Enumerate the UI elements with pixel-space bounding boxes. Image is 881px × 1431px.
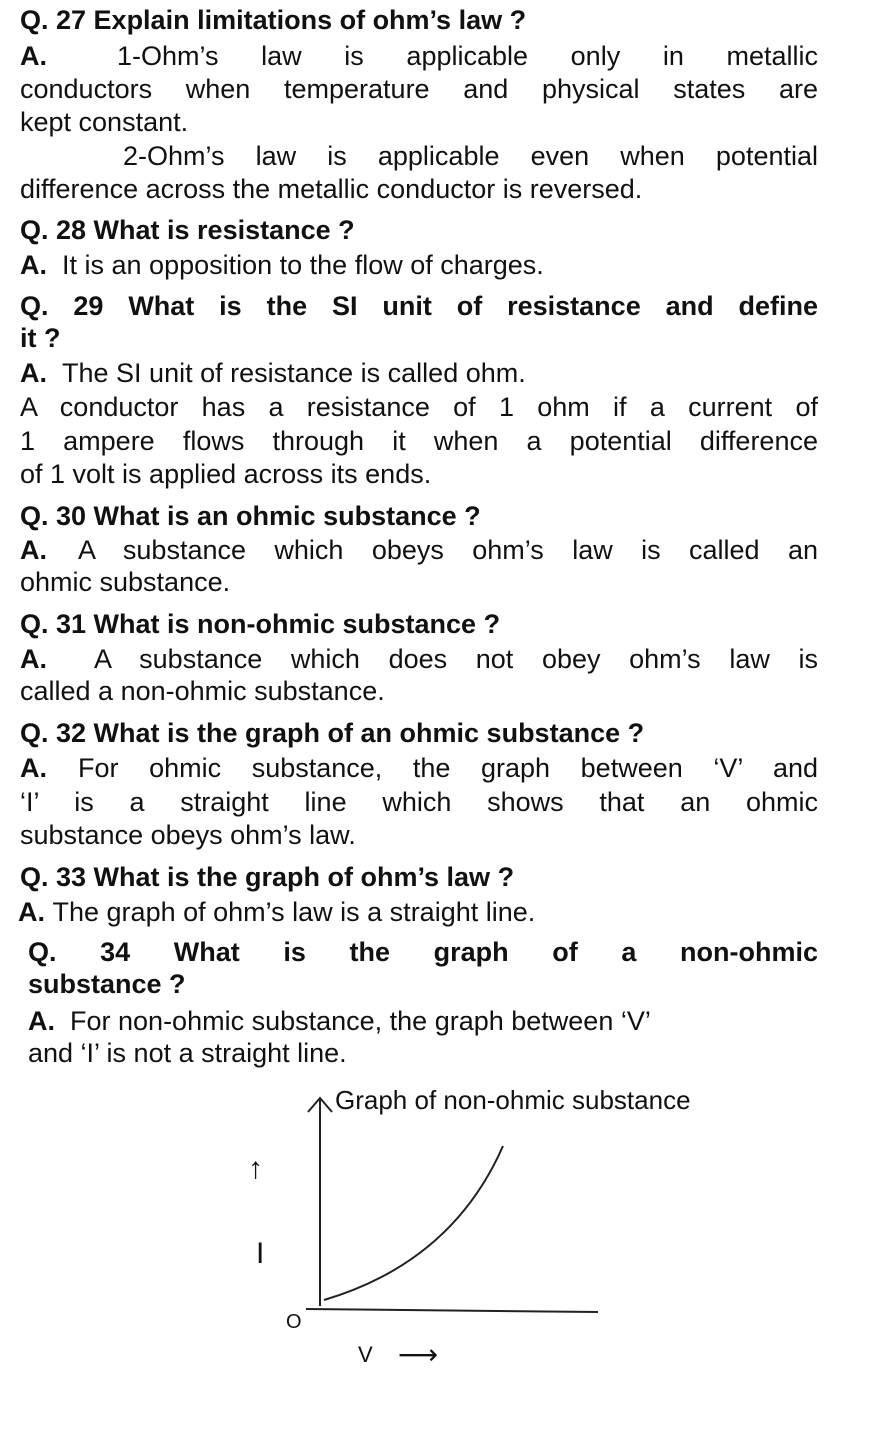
q34-answer-label: A. xyxy=(28,1006,55,1036)
x-axis-label: V xyxy=(358,1342,373,1367)
graph-title: Graph of non-ohmic substance xyxy=(335,1085,691,1115)
q30-answer-text-1: A substance which obeys ohm’s law is called an xyxy=(78,535,818,565)
q32-answer-label: A. xyxy=(20,753,47,783)
q27-answer-line-5: difference across the metallic conductor is reversed. xyxy=(20,174,643,204)
q28-answer-label: A. xyxy=(20,250,47,280)
q33-question: Q. 33 What is the graph of ohm’s law ? xyxy=(20,862,515,892)
q34-answer-line-2: and ‘I’ is not a straight line. xyxy=(28,1038,347,1068)
q34-question-line-2: substance ? xyxy=(28,969,186,999)
q29-question-line-1: Q. 29 What is the SI unit of resistance and define xyxy=(20,291,818,321)
q33-answer-text: The graph of ohm’s law is a straight line. xyxy=(52,897,536,927)
q27-answer-line-3: kept constant. xyxy=(20,107,189,137)
x-axis-arrow-icon: ⟶ xyxy=(398,1339,439,1370)
q32-answer-line-3: substance obeys ohm’s law. xyxy=(20,820,356,850)
q34-answer-text-1: For non-ohmic substance, the graph between ‘V’ xyxy=(70,1006,651,1036)
y-axis-arrow-icon: ↑ xyxy=(248,1152,263,1185)
q29-answer-line-4: of 1 volt is applied across its ends. xyxy=(20,459,432,489)
q31-question: Q. 31 What is non-ohmic substance ? xyxy=(20,609,501,639)
q27-answer-text-1: 1-Ohm’s law is applicable only in metallic xyxy=(117,41,818,71)
q27-question: Q. 27 Explain limitations of ohm’s law ? xyxy=(20,5,527,35)
q29-question-line-2: it ? xyxy=(20,323,61,353)
q31-answer-line-2: called a non-ohmic substance. xyxy=(20,676,385,706)
q34-question-line-1: Q. 34 What is the graph of a non-ohmic xyxy=(28,937,818,967)
q29-answer-line-2: A conductor has a resistance of 1 ohm if a current of xyxy=(20,392,818,422)
q32-answer-line-2: ‘I’ is a straight line which shows that an ohmic xyxy=(20,787,818,817)
q27-answer-line-2: conductors when temperature and physical states are xyxy=(20,74,818,104)
q31-answer-text-1: A substance which does not obey ohm’s law is xyxy=(94,644,818,674)
x-axis xyxy=(306,1309,598,1312)
q31-answer-label: A. xyxy=(20,644,47,674)
y-axis-label: I xyxy=(256,1237,265,1270)
q29-answer-label: A. xyxy=(20,358,47,388)
q27-answer-line-4: 2-Ohm’s law is applicable even when potential xyxy=(123,141,818,171)
q33-answer-label: A. xyxy=(18,897,45,927)
q29-answer-text-1: The SI unit of resistance is called ohm. xyxy=(62,358,526,388)
q27-answer-label: A. xyxy=(20,41,47,71)
origin-label: O xyxy=(286,1311,302,1333)
q30-answer-line-2: ohmic substance. xyxy=(20,567,231,597)
q30-answer-label: A. xyxy=(20,535,47,565)
q28-question: Q. 28 What is resistance ? xyxy=(20,215,355,245)
q32-answer-text-1: For ohmic substance, the graph between ‘V’ and xyxy=(78,753,818,783)
q32-question: Q. 32 What is the graph of an ohmic substance ? xyxy=(20,718,645,748)
q30-question: Q. 30 What is an ohmic substance ? xyxy=(20,501,481,531)
q28-answer-text: It is an opposition to the flow of charges. xyxy=(62,250,544,280)
q29-answer-line-3: 1 ampere flows through it when a potential difference xyxy=(20,426,818,456)
non-ohmic-curve xyxy=(324,1146,503,1300)
